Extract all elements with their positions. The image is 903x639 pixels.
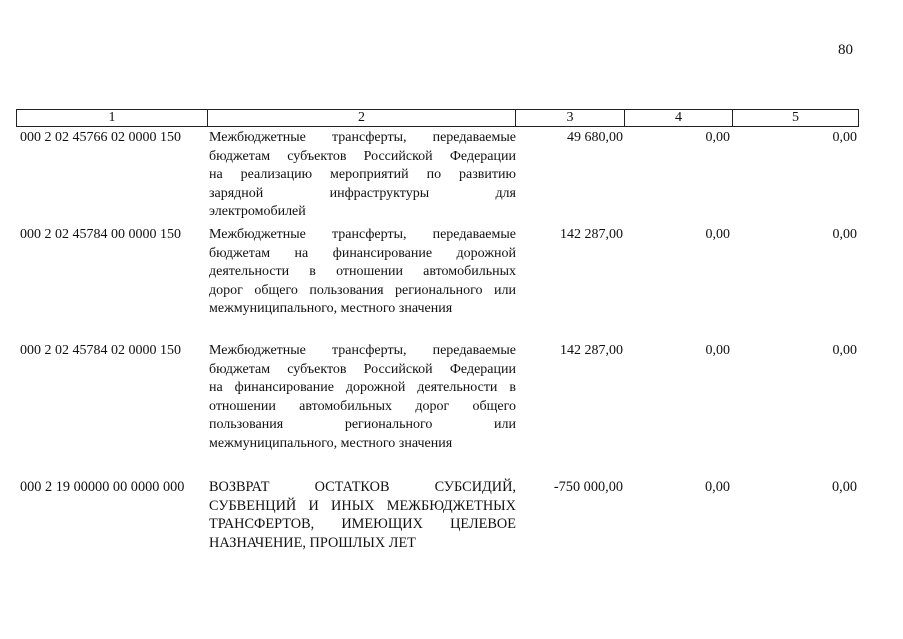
row-code: 000 2 19 00000 00 0000 000 [20, 479, 185, 495]
row-code: 000 2 02 45766 02 0000 150 [20, 130, 181, 145]
description-line: дорог общего пользования регионального или [209, 282, 516, 298]
row-col3-value: 49 680,00 [567, 130, 623, 145]
row-col3-value: 142 287,00 [560, 343, 623, 358]
row-col5-value: 0,00 [832, 227, 857, 242]
row-col4-value: 0,00 [704, 479, 730, 495]
row-col3-value: 142 287,00 [560, 227, 623, 242]
description-line: Межбюджетные трансферты, передаваемые [209, 227, 516, 242]
description-line: Межбюджетные трансферты, передаваемые [209, 130, 516, 145]
header-col-4: 4 [625, 110, 733, 126]
row-description [209, 226, 516, 319]
header-col-2: 2 [208, 110, 516, 126]
row-col4-value: 0,00 [705, 227, 730, 242]
description-line: СУБВЕНЦИЙ И ИНЫХ МЕЖБЮДЖЕТНЫХ [209, 497, 516, 514]
header-col-1: 1 [17, 110, 208, 126]
description-line: пользования регионального или [209, 417, 516, 432]
description-line: на финансирование дорожной деятельности в [209, 380, 516, 395]
description-line: ТРАНСФЕРТОВ, ИМЕЮЩИХ ЦЕЛЕВОЕ [209, 516, 516, 532]
description-line: деятельности в отношении автомобильных [209, 264, 516, 279]
description-line: бюджетам на финансирование дорожной [209, 245, 516, 261]
row-col5-value: 0,00 [832, 343, 857, 358]
row-code: 000 2 02 45784 02 0000 150 [20, 343, 181, 358]
row-description [209, 342, 516, 453]
description-line: отношении автомобильных дорог общего [209, 398, 516, 414]
row-description [209, 129, 516, 222]
row-description [209, 478, 516, 552]
page-number: 80 [838, 42, 853, 58]
description-line: межмуниципального, местного значения [209, 301, 453, 316]
description-line: бюджетам субъектов Российской Федерации [209, 361, 516, 377]
description-line: НАЗНАЧЕНИЕ, ПРОШЛЫХ ЛЕТ [209, 534, 416, 551]
description-line: ВОЗВРАТ ОСТАТКОВ СУБСИДИЙ, [209, 479, 516, 495]
description-line: межмуниципального, местного значения [209, 435, 453, 451]
table-header [16, 109, 859, 127]
row-code: 000 2 02 45784 00 0000 150 [20, 227, 181, 242]
row-col5-value: 0,00 [831, 479, 857, 495]
description-line: Межбюджетные трансферты, передаваемые [209, 343, 516, 358]
description-line: электромобилей [209, 204, 306, 219]
row-col5-value: 0,00 [832, 130, 857, 145]
row-col4-value: 0,00 [705, 343, 730, 358]
description-line: на реализацию мероприятий по развитию [209, 167, 516, 182]
row-col3-value: -750 000,00 [553, 479, 623, 495]
header-col-5: 5 [792, 110, 799, 125]
header-col-3: 3 [516, 110, 625, 126]
description-line: бюджетам субъектов Российской Федерации [209, 148, 516, 164]
description-line: зарядной инфраструктуры для [209, 185, 516, 201]
row-col4-value: 0,00 [705, 130, 730, 145]
